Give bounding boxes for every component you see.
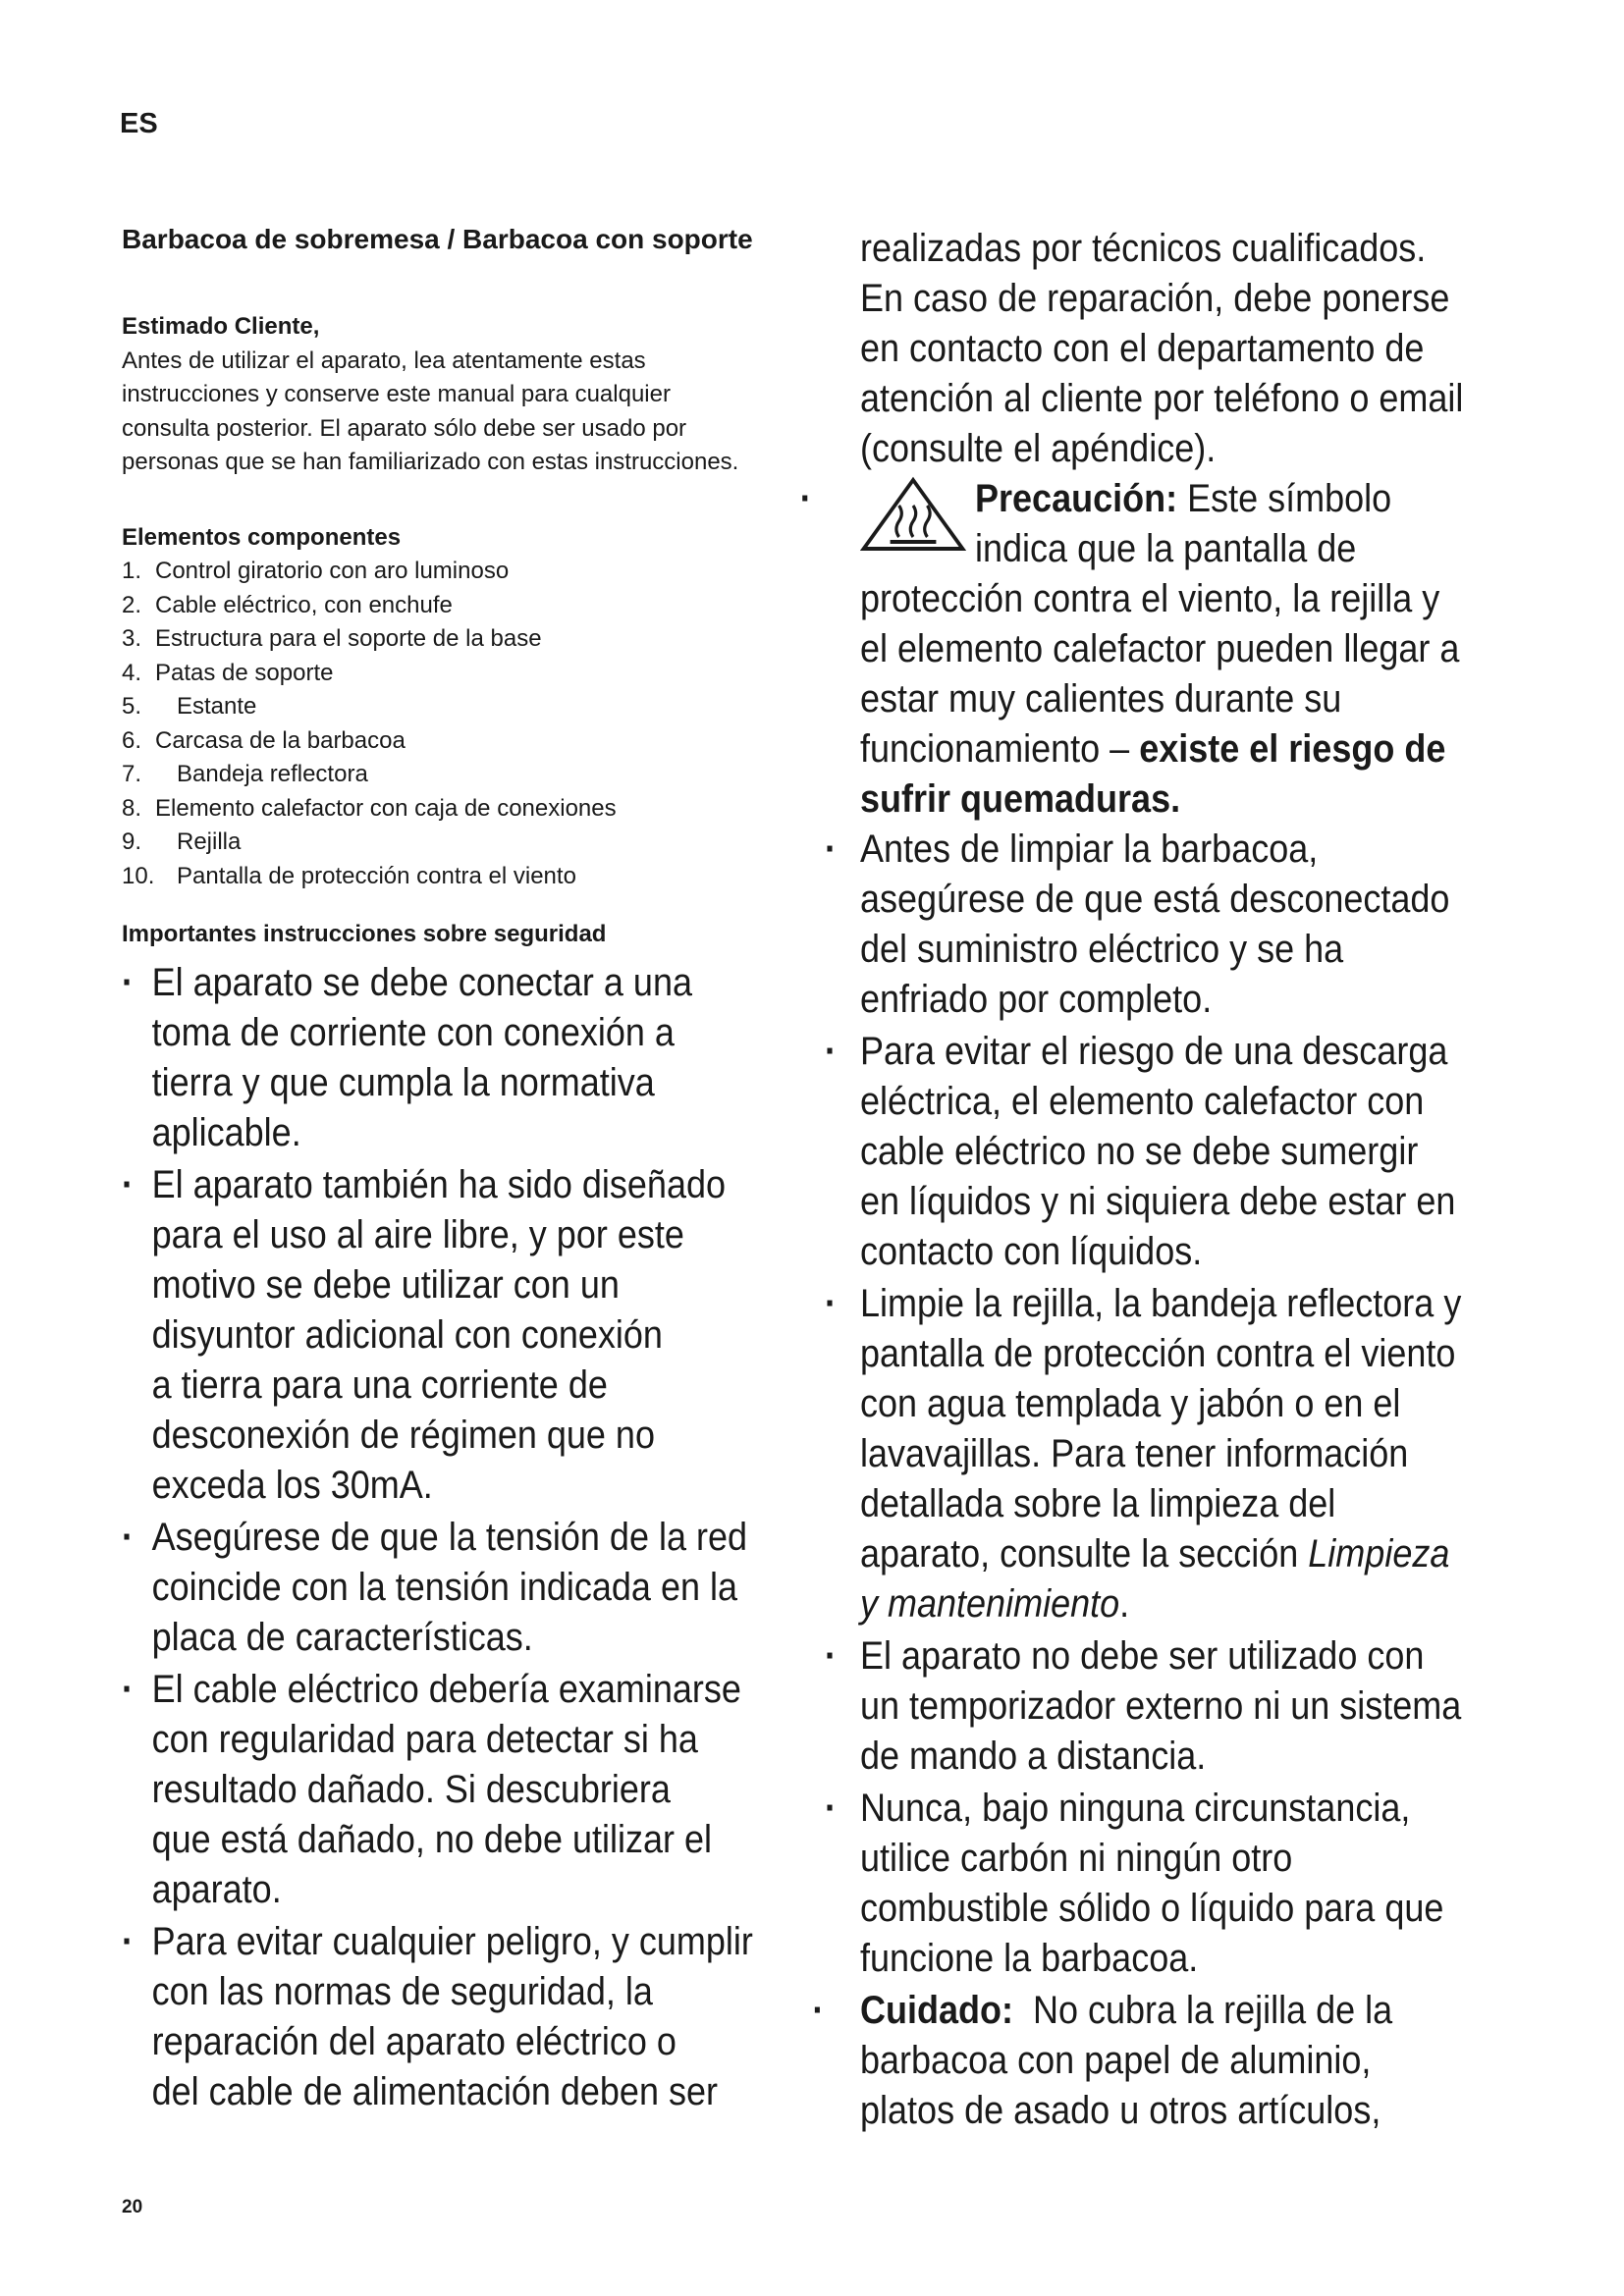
list-item — [122, 1160, 811, 1511]
caution-item — [799, 474, 1514, 825]
bullet-line: resultado dañado. Si descubriera — [151, 1768, 671, 1811]
cleaning-last-plain: aparato, consulte la sección — [860, 1532, 1309, 1575]
bullet-line: del suministro eléctrico y se ha — [860, 928, 1344, 971]
care-line — [860, 1986, 1514, 2036]
bullet-line: aparato. — [151, 1868, 282, 1911]
item-number: 8. — [122, 794, 142, 822]
caution-label: Precaución: — [975, 477, 1178, 520]
list-item — [122, 555, 809, 589]
cleaning-italic-line: y mantenimiento — [860, 1582, 1120, 1626]
item-label: Estante — [177, 693, 257, 720]
continuation-line: atención al cliente por teléfono o email — [860, 377, 1464, 420]
bullet-dot: · — [825, 1030, 837, 1073]
item-label: Cable eléctrico, con enchufe — [155, 591, 453, 618]
safety-heading: Importantes instrucciones sobre seguridad — [122, 921, 607, 947]
care-list — [812, 1986, 1514, 2136]
safety-list-right — [825, 825, 1514, 1277]
bullet-line: Para evitar cualquier peligro, y cumplir — [151, 1920, 753, 1963]
bullet-dot: · — [122, 1668, 134, 1711]
caution-line: protección contra el viento, la rejilla y — [860, 577, 1440, 620]
bullet-line: El aparato se debe conectar a una — [151, 961, 692, 1004]
bullet-dot: · — [122, 1163, 134, 1206]
bullet-dot: · — [825, 1634, 837, 1678]
list-item — [812, 1986, 1514, 2136]
bullet-line: que está dañado, no debe utilizar el — [151, 1818, 713, 1861]
bullet-line: Para evitar el riesgo de una descarga — [860, 1030, 1448, 1073]
greeting-section — [122, 310, 809, 480]
safety-list-right-2 — [825, 1631, 1514, 1984]
bullet-line: El aparato también ha sido diseñado — [151, 1163, 727, 1206]
cleaning-line: Limpie la rejilla, la bandeja reflectora y — [860, 1282, 1462, 1325]
list-item — [825, 1631, 1514, 1782]
caution-line: estar muy calientes durante su — [860, 677, 1342, 721]
language-code: ES — [120, 108, 158, 139]
continuation-line: realizadas por técnicos cualificados. — [860, 227, 1427, 270]
components-heading: Elementos componentes — [122, 523, 402, 551]
cleaning-line: pantalla de protección contra el viento — [860, 1332, 1456, 1375]
greeting-line: personas que se han familiarizado con estas instrucciones. — [122, 449, 739, 475]
item-number: 6. — [122, 726, 142, 754]
bullet-line: eléctrica, el elemento calefactor con — [860, 1080, 1425, 1123]
bullet-line: funcione la barbacoa. — [860, 1937, 1199, 1980]
care-rest: No cubra la rejilla de la — [1012, 1989, 1393, 2032]
bullet-dot: · — [825, 1282, 837, 1325]
greeting-line: Antes de utilizar el aparato, lea atentamente estas — [122, 347, 646, 374]
cleaning-line — [860, 1579, 1514, 1629]
list-item — [122, 657, 809, 691]
item-number: 9. — [122, 828, 142, 855]
bullet-line: exceda los 30mA. — [151, 1464, 433, 1507]
bullet-line: enfriado por completo. — [860, 978, 1213, 1021]
list-item — [122, 589, 809, 623]
cleaning-line: con agua templada y jabón o en el — [860, 1382, 1401, 1425]
greeting-line: instrucciones y conserve este manual para cualquier — [122, 381, 671, 407]
cleaning-list — [825, 1279, 1514, 1629]
list-item — [122, 958, 811, 1158]
item-number: 3. — [122, 625, 142, 652]
item-number: 10. — [122, 862, 155, 889]
list-item — [122, 1665, 811, 1915]
item-number: 5. — [122, 693, 142, 720]
cleaning-last-italic: Limpieza — [1308, 1532, 1450, 1575]
care-line: platos de asado u otros artículos, — [860, 2089, 1381, 2132]
list-item — [122, 826, 809, 860]
list-item — [122, 622, 809, 657]
bullet-line: combustible sólido o líquido para que — [860, 1887, 1444, 1930]
cleaning-line: lavavajillas. Para tener información — [860, 1432, 1409, 1475]
item-label: Bandeja reflectora — [177, 761, 368, 787]
bullet-line: a tierra para una corriente de — [151, 1363, 608, 1407]
safety-list-left — [122, 958, 811, 2117]
item-label: Control giratorio con aro luminoso — [155, 558, 510, 584]
components-list — [122, 555, 809, 893]
item-label: Patas de soporte — [155, 659, 334, 686]
bullet-dot: · — [122, 961, 134, 1004]
list-item — [825, 1279, 1514, 1629]
item-label: Carcasa de la barbacoa — [155, 726, 406, 754]
hot-surface-warning-icon — [860, 476, 966, 553]
list-item — [825, 825, 1514, 1025]
item-number: 2. — [122, 591, 142, 618]
list-item — [122, 758, 809, 792]
bullet-line: cable eléctrico no se debe sumergir — [860, 1130, 1419, 1173]
bullet-line: con las normas de seguridad, la — [151, 1970, 653, 2013]
bullet-dot: · — [812, 1989, 825, 2032]
bullet-dot: · — [799, 477, 812, 520]
item-label: Rejilla — [177, 828, 242, 855]
bullet-line: desconexión de régimen que no — [151, 1414, 655, 1457]
list-item — [122, 860, 809, 894]
bullet-dot: · — [825, 1787, 837, 1830]
greeting-line: consulta posterior. El aparato sólo debe ser usado por — [122, 414, 687, 442]
care-label: Cuidado: — [860, 1989, 1013, 2032]
caution-line1-rest: Este símbolo — [1177, 477, 1392, 520]
right-column — [799, 224, 1512, 2138]
item-number: 1. — [122, 558, 142, 584]
bullet-dot: · — [825, 828, 837, 871]
bullet-line: en líquidos y ni siquiera debe estar en — [860, 1180, 1456, 1223]
bullet-line: utilice carbón ni ningún otro — [860, 1837, 1293, 1880]
bullet-line: El aparato no debe ser utilizado con — [860, 1634, 1425, 1678]
list-item — [825, 1027, 1514, 1277]
care-line: barbacoa con papel de aluminio, — [860, 2039, 1372, 2082]
continuation-paragraph — [825, 224, 1514, 474]
item-number: 7. — [122, 761, 142, 787]
bullet-line: motivo se debe utilizar con un — [151, 1263, 620, 1307]
list-item — [122, 792, 809, 827]
continuation-line: en contacto con el departamento de — [860, 327, 1425, 370]
bullet-dot: · — [122, 1920, 134, 1963]
bullet-line: Antes de limpiar la barbacoa, — [860, 828, 1319, 871]
greeting-heading: Estimado Cliente, — [122, 313, 320, 340]
list-item — [122, 690, 809, 724]
bullet-line: de mando a distancia. — [860, 1735, 1207, 1778]
bullet-line: contacto con líquidos. — [860, 1230, 1203, 1273]
safety-left-text — [122, 958, 811, 2117]
item-number: 4. — [122, 659, 142, 686]
bullet-line: para el uso al aire libre, y por este — [151, 1213, 684, 1256]
continuation-line: (consulte el apéndice). — [860, 427, 1217, 470]
caution-line: indica que la pantalla de — [975, 527, 1357, 570]
item-label: Elemento calefactor con caja de conexiones — [155, 794, 617, 822]
components-section — [122, 521, 809, 894]
list-item — [122, 724, 809, 759]
safety-right-text — [799, 224, 1514, 2136]
cleaning-italic-end: . — [1119, 1582, 1130, 1626]
page-number: 20 — [122, 2197, 143, 2217]
cleaning-line — [860, 1529, 1514, 1579]
continuation-line: En caso de reparación, debe ponerse — [860, 277, 1450, 320]
bullet-line: disyuntor adicional con conexión — [151, 1313, 663, 1357]
bullet-line: toma de corriente con conexión a — [151, 1011, 675, 1054]
bullet-line: con regularidad para detectar si ha — [151, 1718, 698, 1761]
bullet-line: aplicable. — [151, 1111, 301, 1154]
caution-line — [860, 724, 1514, 774]
bullet-line: Asegúrese de que la tensión de la red — [151, 1516, 748, 1559]
document-title: Barbacoa de sobremesa / Barbacoa con soporte — [122, 224, 753, 254]
bullet-line: placa de características. — [151, 1616, 533, 1659]
bullet-line: Nunca, bajo ninguna circunstancia, — [860, 1787, 1411, 1830]
bullet-line: un temporizador externo ni un sistema — [860, 1684, 1462, 1728]
cleaning-line: detallada sobre la limpieza del — [860, 1482, 1336, 1525]
caution-last-plain: funcionamiento – — [860, 727, 1140, 771]
caution-bold-line: sufrir quemaduras. — [860, 777, 1181, 821]
item-label: Estructura para el soporte de la base — [155, 625, 542, 652]
list-item — [122, 1917, 811, 2117]
list-item — [122, 1513, 811, 1663]
bullet-dot: · — [122, 1516, 134, 1559]
caution-last-bold: existe el riesgo de — [1139, 727, 1446, 771]
bullet-line: del cable de alimentación deben ser — [151, 2070, 718, 2113]
list-item — [825, 1784, 1514, 1984]
left-column — [122, 224, 809, 2119]
bullet-line: El cable eléctrico debería examinarse — [151, 1668, 741, 1711]
bullet-line: tierra y que cumpla la normativa — [151, 1061, 655, 1104]
bullet-line: asegúrese de que está desconectado — [860, 878, 1450, 921]
bullet-line: reparación del aparato eléctrico o — [151, 2020, 677, 2063]
bullet-line: coincide con la tensión indicada en la — [151, 1566, 738, 1609]
caution-line: el elemento calefactor pueden llegar a — [860, 627, 1460, 670]
item-label: Pantalla de protección contra el viento — [177, 862, 576, 889]
